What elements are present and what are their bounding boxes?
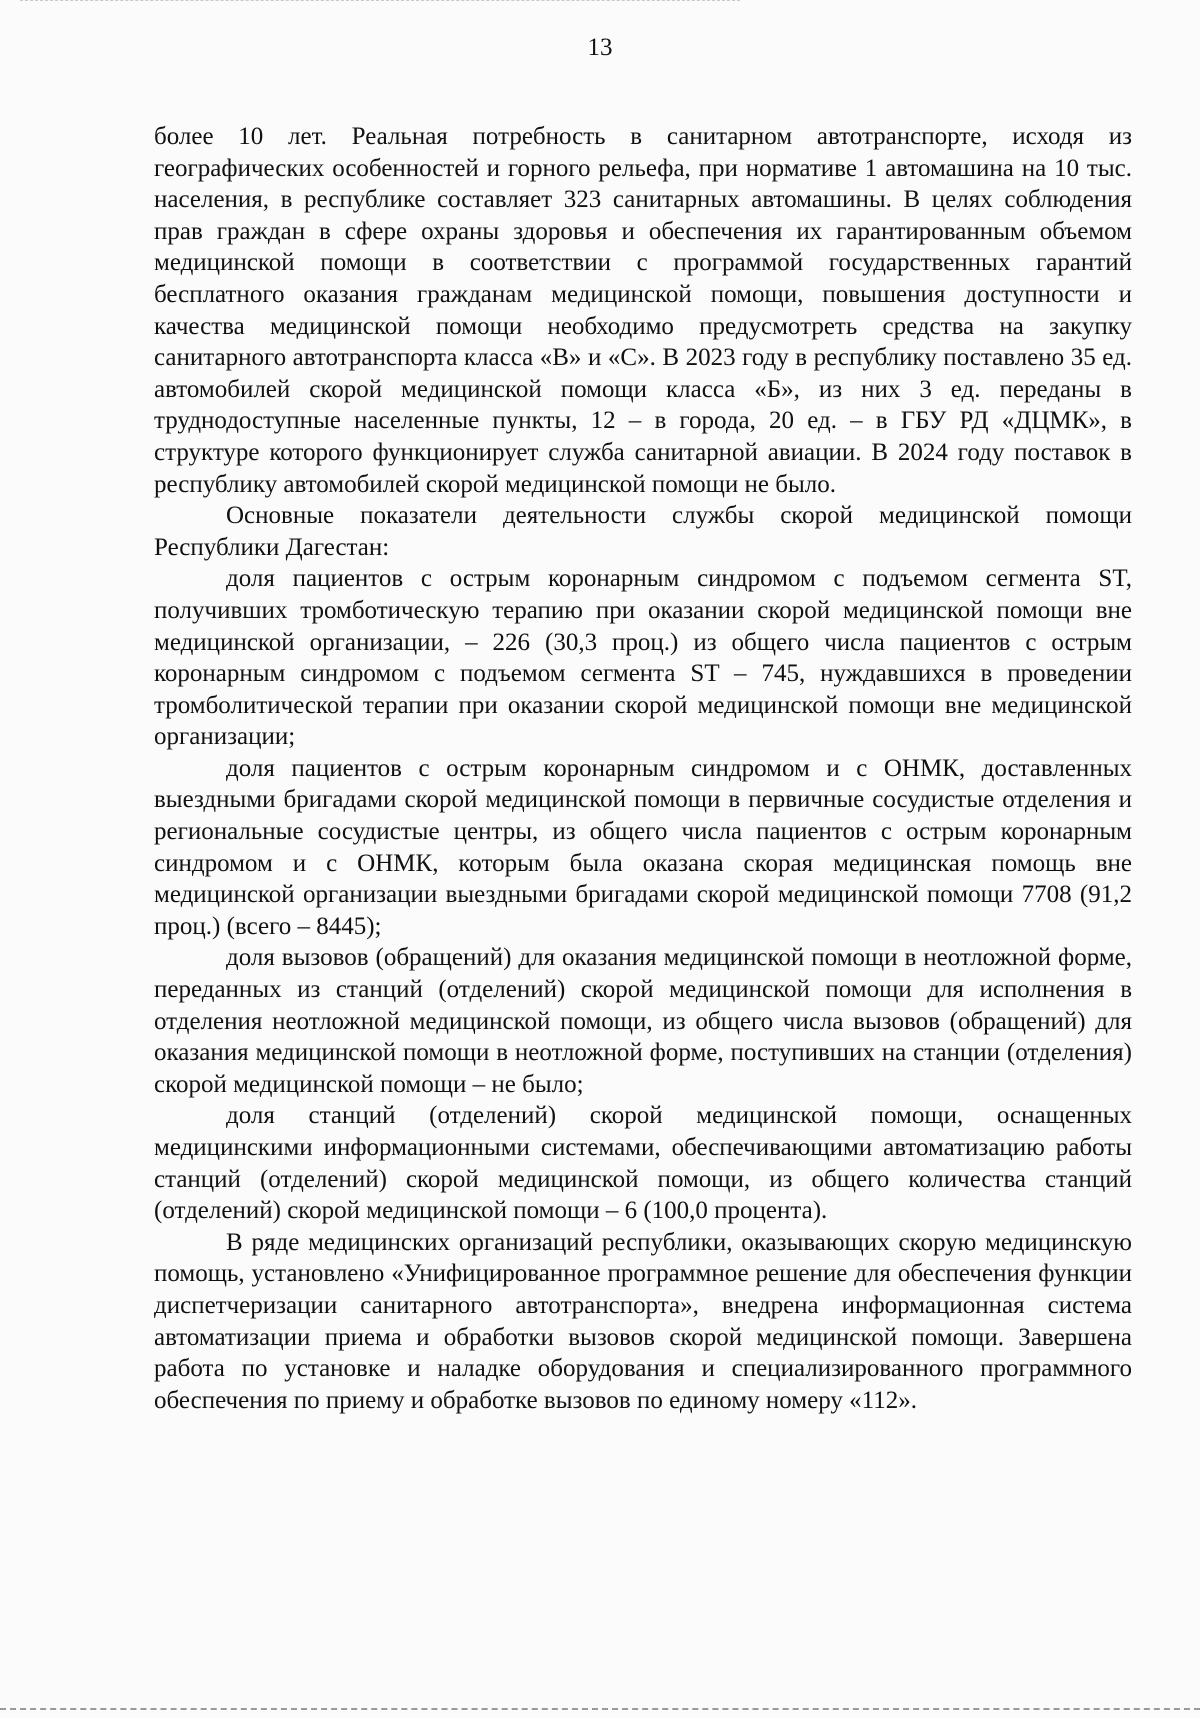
paragraph-indicator-information-systems: доля станций (отделений) скорой медицинской помощи, оснащенных медицинскими информационными системами, обеспечивающими автоматизацию работы станций (отделений) скорой медицинской помощи, из общего количества станций (отделений) скорой медицинской помощи – 6 (100,0 процента). — [154, 1102, 1132, 1225]
paragraph-indicators-intro: Основные показатели деятельности службы скорой медицинской помощи Республики Дагестан: — [154, 502, 1132, 561]
document-body — [154, 121, 1132, 1416]
paragraph-indicator-acs-stroke-delivery: доля пациентов с острым коронарным синдромом и с ОНМК, доставленных выездными бригадами скорой медицинской помощи в первичные сосудистые отделения и региональные сосудистые центры, из общего числа пациентов с острым коронарным синдромом и с ОНМК, которым была оказана скорая медицинская помощь вне медицинской организации выездными бригадами скорой медицинской помощи 7708 (91,2 проц.) (всего – 8445); — [154, 754, 1132, 940]
paragraph-dispatch-system: В ряде медицинских организаций республики, оказывающих скорую медицинскую помощь, установлено «Унифицированное программное решение для обеспечения функции диспетчеризации санитарного автотранспорта», внедрена информационная система автоматизации приема и обработки вызовов скорой медицинской помощи. Завершена работа по установке и наладке оборудования и специализированного программного обеспечения по приему и обработке вызовов по единому номеру «112». — [154, 1228, 1132, 1414]
page-number: 13 — [587, 34, 613, 61]
paragraph-ambulance-transport: более 10 лет. Реальная потребность в санитарном автотранспорте, исходя из географических особенностей и горного рельефа, при нормативе 1 автомашина на 10 тыс. населения, в республике составляет 323 санитарных автомашины. В целях соблюдения прав граждан в сфере охраны здоровья и обеспечения их гарантированным объемом медицинской помощи в соответствии с программой государственных гарантий бесплатного оказания гражданам медицинской помощи, повышения доступности и качества медицинской помощи необходимо предусмотреть средства на закупку санитарного автотранспорта класса «В» и «С». В 2023 году в республику поставлено 35 ед. автомобилей скорой медицинской помощи класса «Б», из них 3 ед. переданы в труднодоступные населенные пункты, 12 – в города, 20 ед. – в ГБУ РД «ДЦМК», в структуре которого функционирует служба санитарной авиации. В 2024 году поставок в республику автомобилей скорой медицинской помощи не было. — [154, 123, 1132, 498]
paragraph-indicator-urgent-calls: доля вызовов (обращений) для оказания медицинской помощи в неотложной форме, переданных из станций (отделений) скорой медицинской помощи для исполнения в отделения неотложной медицинской помощи, из общего числа вызовов (обращений) для оказания медицинской помощи в неотложной форме, поступивших на станции (отделения) скорой медицинской помощи – не было; — [154, 944, 1132, 1098]
scan-edge-top — [20, 0, 740, 1]
scan-edge-bottom — [0, 1708, 1200, 1710]
paragraph-indicator-acs-thrombolysis: доля пациентов с острым коронарным синдромом с подъемом сегмента ST, получивших тромботическую терапию при оказании скорой медицинской помощи вне медицинской организации, – 226 (30,3 проц.) из общего числа пациентов с острым коронарным синдромом с подъемом сегмента ST – 745, нуждавшихся в проведении тромболитической терапии при оказании скорой медицинской помощи вне медицинской организации; — [154, 565, 1132, 751]
